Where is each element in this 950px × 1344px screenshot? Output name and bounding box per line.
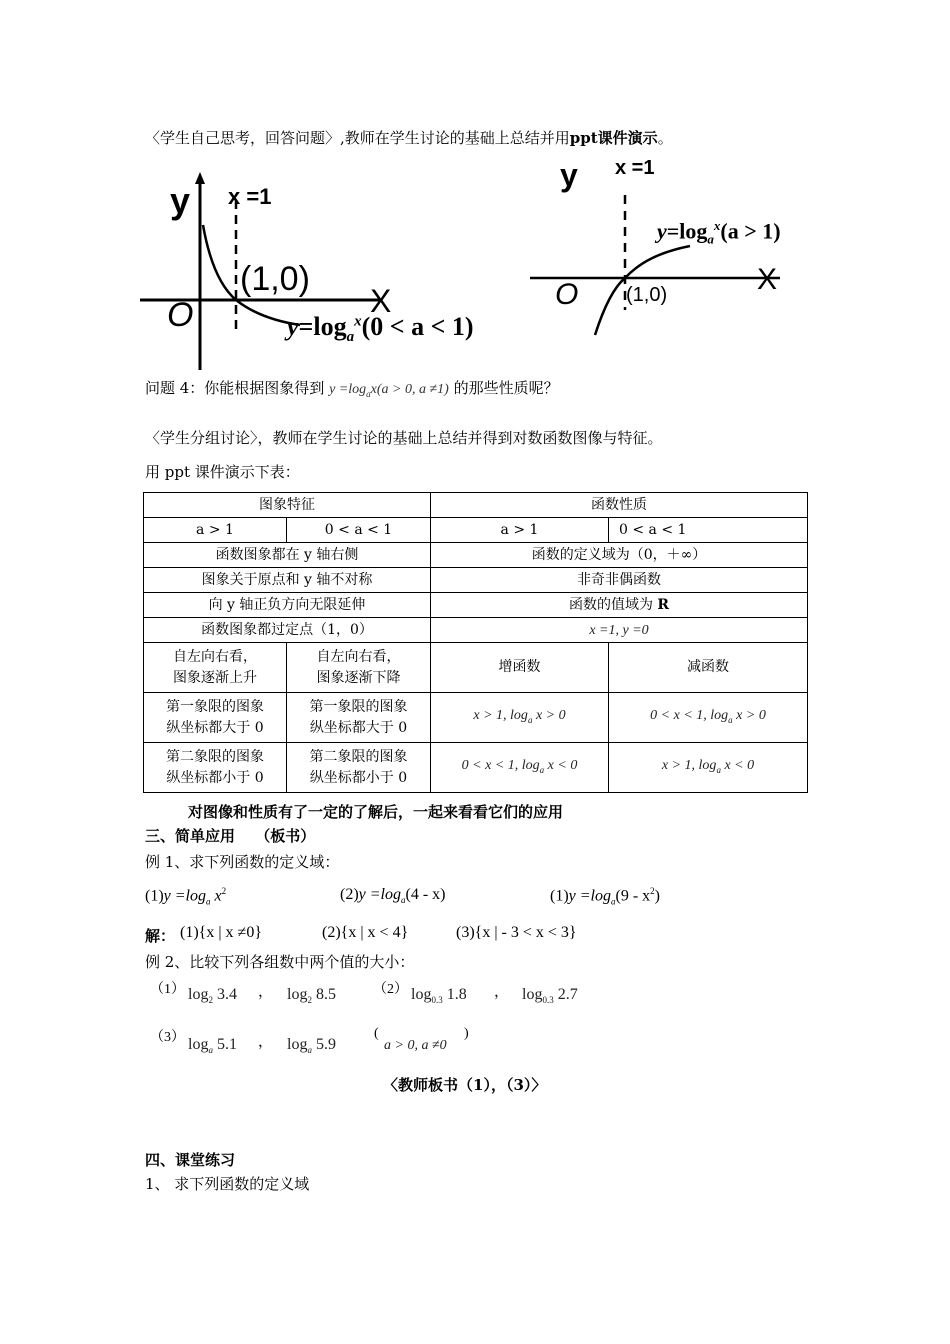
ex2-log-c: $\log_{0.3} 1.8$: [411, 986, 467, 1006]
table-row: [144, 568, 808, 593]
section-3-heading: 三、简单应用 （板书）: [145, 827, 316, 845]
y-arrow: [195, 172, 205, 184]
formula-left: $y=\log_a^x(0 < a < 1)$: [287, 312, 474, 346]
table-cell: 自左向右看， 图象逐渐上升: [144, 643, 287, 693]
ex2-num-3: （3）: [150, 1030, 185, 1045]
question-4-formula: $y =\log_ax(a > 0$, a ≠1): [329, 382, 449, 399]
table-row: [144, 743, 808, 793]
ppt-table-intro: 用 ppt 课件演示下表：: [145, 463, 300, 481]
table-cell: 图象关于原点和 y 轴不对称: [144, 568, 431, 593]
table-head-left: 图象特征: [144, 493, 431, 518]
ex2-comma-3: ，: [258, 1034, 274, 1050]
y-label-right: y: [560, 157, 578, 193]
table-cell: 函数图象都在 y 轴右侧: [144, 543, 431, 568]
table-cell: 函数的值域为 R: [431, 593, 808, 618]
table-cell: 第一象限的图象 纵坐标都大于 0: [144, 693, 287, 743]
table-cell: 0 < a < 1: [609, 518, 808, 543]
ex2-log-e: $\log_a 5.1$: [188, 1036, 237, 1056]
section-4-heading: 四、课堂练习: [145, 1151, 236, 1169]
table-row: [144, 518, 808, 543]
properties-table: [143, 492, 808, 793]
solution-item-1: (1){x | x ≠0}: [180, 924, 262, 941]
log-graph-left: [140, 170, 580, 380]
ex2-num-1: （1）: [150, 982, 185, 997]
table-cell: 第二象限的图象 纵坐标都小于 0: [287, 743, 431, 793]
ex2-cond-close: ): [464, 1026, 469, 1041]
table-cell: 函数的定义域为（0，＋∞）: [431, 543, 808, 568]
solution-item-3: (3){x | - 3 < x < 3}: [456, 924, 577, 941]
example-1-heading: 例 1、求下列函数的定义域：: [145, 853, 340, 871]
table-row: [144, 618, 808, 643]
origin-label-right: O: [555, 278, 579, 311]
ex2-log-d: $\log_{0.3} 2.7$: [522, 986, 578, 1006]
ex2-condition: a > 0, a ≠0: [384, 1038, 447, 1053]
table-row: [144, 643, 808, 693]
ex1-item-1: $(1)y =\log_a$ $x^2$: [145, 886, 227, 907]
question-4: 问题 4：你能根据图象得到 $y =\log_ax(a > 0$, a ≠1) 的那些性质呢？: [145, 379, 559, 399]
ex2-log-a: $\log_2 3.4$: [188, 986, 237, 1006]
ex2-cond-open: (: [374, 1026, 379, 1041]
log-graph-right: [525, 170, 795, 350]
table-cell: 向 y 轴正负方向无限延伸: [144, 593, 431, 618]
table-cell: 0 < x < 1, $\log_a x < 0$: [431, 743, 609, 793]
solution-label: 解：: [145, 927, 176, 945]
example-2-heading: 例 2、比较下列各组数中两个值的大小：: [145, 953, 415, 971]
ex1-item-2: $(2)y =\log_a(4 - x)$: [340, 886, 446, 906]
point-label-right: (1,0): [626, 284, 668, 306]
table-head-right: 函数性质: [431, 493, 808, 518]
ex2-num-2: （2）: [373, 982, 408, 997]
table-cell: 第二象限的图象 纵坐标都小于 0: [144, 743, 287, 793]
ex2-log-f: $\log_a 5.9$: [287, 1036, 336, 1056]
table-cell: 0 < a < 1: [287, 518, 431, 543]
table-cell: 0 < x < 1, $\log_a x > 0$: [609, 693, 808, 743]
table-cell: a > 1: [144, 518, 287, 543]
ex2-comma-1: ，: [258, 984, 274, 1000]
formula-right: $y=\log_a^x(a > 1)$: [657, 218, 781, 247]
table-row: [144, 693, 808, 743]
table-cell: 自左向右看， 图象逐渐下降: [287, 643, 431, 693]
board-note: 〈教师板书（1），（3）〉: [383, 1076, 547, 1094]
origin-label-left: O: [167, 296, 194, 334]
x-label-left: X: [370, 283, 392, 319]
intro-line: 〈学生自己思考，回答问题〉,教师在学生讨论的基础上总结并用ppt课件演示。: [145, 129, 673, 147]
table-row: [144, 543, 808, 568]
ex2-log-b: $\log_2 8.5$: [287, 986, 336, 1006]
ex1-item-3: $(1)y =\log_a(9 - x^2)$: [550, 886, 660, 907]
table-row: [144, 493, 808, 518]
table-cell: 函数图象都过定点（1，0）: [144, 618, 431, 643]
table-cell: 第一象限的图象 纵坐标都大于 0: [287, 693, 431, 743]
y-label-left: y: [170, 180, 191, 221]
table-row: [144, 593, 808, 618]
table-cell: a > 1: [431, 518, 609, 543]
table-cell: 减函数: [609, 643, 808, 693]
table-cell: x > 1, $\log_a x > 0$: [431, 693, 609, 743]
practice-item-1: 1、 求下列函数的定义域: [145, 1175, 310, 1193]
table-cell: 非奇非偶函数: [431, 568, 808, 593]
x-label-right: X: [757, 263, 778, 296]
ex2-comma-2: ，: [494, 984, 510, 1000]
solution-item-2: (2){x | x < 4}: [322, 924, 409, 941]
asymptote-label-left: x =1: [228, 184, 272, 209]
table-cell: x =1, y =0: [431, 618, 808, 643]
table-cell: x > 1, $\log_a x < 0$: [609, 743, 808, 793]
discussion-text: 〈学生分组讨论〉，教师在学生讨论的基础上总结并得到对数函数图像与特征。: [145, 429, 663, 447]
table-cell: 增函数: [431, 643, 609, 693]
after-table-text: 对图像和性质有了一定的了解后，一起来看看它们的应用: [188, 803, 564, 821]
asymptote-label-right: x =1: [615, 157, 655, 179]
point-label-left: (1,0): [240, 260, 310, 298]
